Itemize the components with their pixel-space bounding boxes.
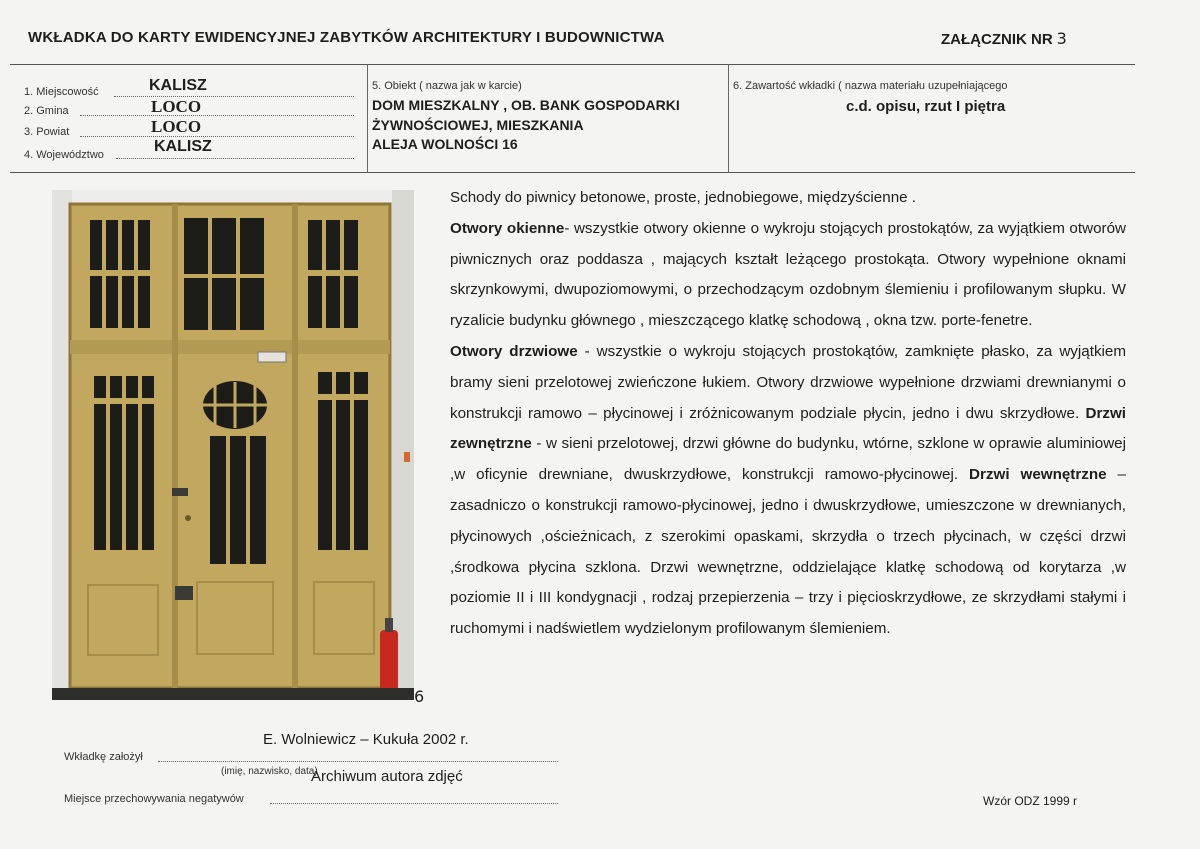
wojewodztwo-row: [24, 138, 354, 161]
windows-heading: Otwory okienne: [450, 219, 565, 237]
gmina-label: 2. Gmina: [24, 105, 69, 117]
miejscowosc-label: 1. Miejscowość: [24, 86, 99, 98]
inserted-by-label: Wkładkę założył: [64, 751, 143, 763]
powiat-value: LOCO: [151, 117, 202, 136]
powiat-label: 3. Powiat: [24, 126, 70, 138]
annex-number: 3: [1056, 29, 1067, 48]
doors-heading: Otwory drzwiowe: [450, 342, 578, 360]
negatives-label: Miejsce przechowywania negatywów: [64, 793, 244, 805]
description-text: [450, 183, 1126, 645]
object-line-3: ALEJA WOLNOŚCI 16: [372, 136, 518, 152]
object-label: 5. Obiekt ( nazwa jak w karcie): [372, 80, 522, 92]
paragraph-stairs: Schody do piwnicy betonowe, proste, jednobiegowe, międzyścienne .: [450, 189, 917, 206]
pattern-label: Wzór ODZ 1999 r: [983, 794, 1078, 808]
wojewodztwo-label: 4. Województwo: [24, 149, 104, 161]
info-divider-2: [728, 64, 729, 172]
annex-label-text: ZAŁĄCZNIK NR: [941, 31, 1053, 48]
inserted-by-row: [64, 751, 558, 765]
miejscowosc-value: KALISZ: [149, 77, 207, 94]
inner-doors-heading: Drzwi wewnętrzne: [958, 466, 1107, 484]
content-value: c.d. opisu, rzut I piętra: [846, 98, 1006, 115]
doors-text: - wszystkie o wykroju stojących prostokątów, zamknięte płasko, za wyjątkiem bramy sieni przelotowej zwieńczone łukiem. Otwory drzwiowe wypełnione drzwiami drewnianymi o konstrukcji ramowo – płycinowej i zróżnicowanym podziale płycin, jedno i dwu skrzydłowe.: [450, 342, 1127, 422]
inner-doors-text: – zasadniczo o konstrukcji ramowo-płycinowej, jedno i dwuskrzydłowe, umieszczone w drewnianych, płycinowych ,ościeżnicach, z szerokimi opaskami, skrzydła o trzech płycinach, w części drzwi ,środkowa płycina szklona. Drzwi wewnętrzne, oddzielające klatkę schodową od korytarza ,w poziomie II i III kondygnacji , rodzaj przepierzenia – trzy i pięcioskrzydłowe, ze skrzydłami stałymi i ruchomymi i nadświetlem wydzielonym profilowanym ślemieniem.: [450, 466, 1127, 638]
paragraph-windows: [450, 214, 1126, 337]
windows-text: - wszystkie otwory okienne o wykroju stojących prostokątów, za wyjątkiem otworów piwnicznych oraz poddasza , mających kształt leżącego prostokąta. Otwory wypełnione oknami skrzynkowymi, dwupoziomowymi, o przechodzącym ozdobnym ślemieniu i profilowanym słupku. W ryzalicie budynku głównego , mieszczącego klatkę schodową , okna tzw. porte-fenetre.: [450, 219, 1126, 330]
archive-note: Archiwum autora zdjęć: [311, 768, 463, 785]
info-divider-1: [367, 64, 368, 172]
wojewodztwo-value: KALISZ: [154, 138, 212, 155]
outer-doors-heading: Drzwi zewnętrzne: [450, 404, 1126, 453]
content-label: 6. Zawartość wkładki ( nazwa materiału uzupełniającego: [733, 80, 1008, 92]
photo-number: 6: [414, 687, 425, 706]
object-line-2: ŻYWNOŚCIOWEJ, MIESZKANIA: [372, 117, 584, 133]
annex-label: [941, 29, 1067, 48]
door-photo: [52, 190, 414, 700]
door-photo-illustration: [52, 190, 414, 700]
paragraph-doors: [450, 337, 1126, 645]
gmina-value: LOCO: [151, 97, 202, 116]
gmina-row: [24, 97, 354, 118]
negatives-row: [64, 793, 558, 807]
object-line-1: DOM MIESZKALNY , OB. BANK GOSPODARKI: [372, 97, 680, 113]
inserted-by-hint: (imię, nazwisko, data): [221, 766, 318, 777]
powiat-row: [24, 117, 354, 139]
document-title: WKŁADKA DO KARTY EWIDENCYJNEJ ZABYTKÓW ARCHITEKTURY I BUDOWNICTWA: [28, 29, 665, 46]
author-signature: E. Wolniewicz – Kukuła 2002 r.: [263, 731, 469, 748]
outer-doors-text: - w sieni przelotowej, drzwi główne do budynku, wtórne, szklone w oprawie aluminiowej ,w oficynie drewniane, dwuskrzydłowe, konstrukcji ramowo-płycinowej.: [450, 435, 1126, 484]
